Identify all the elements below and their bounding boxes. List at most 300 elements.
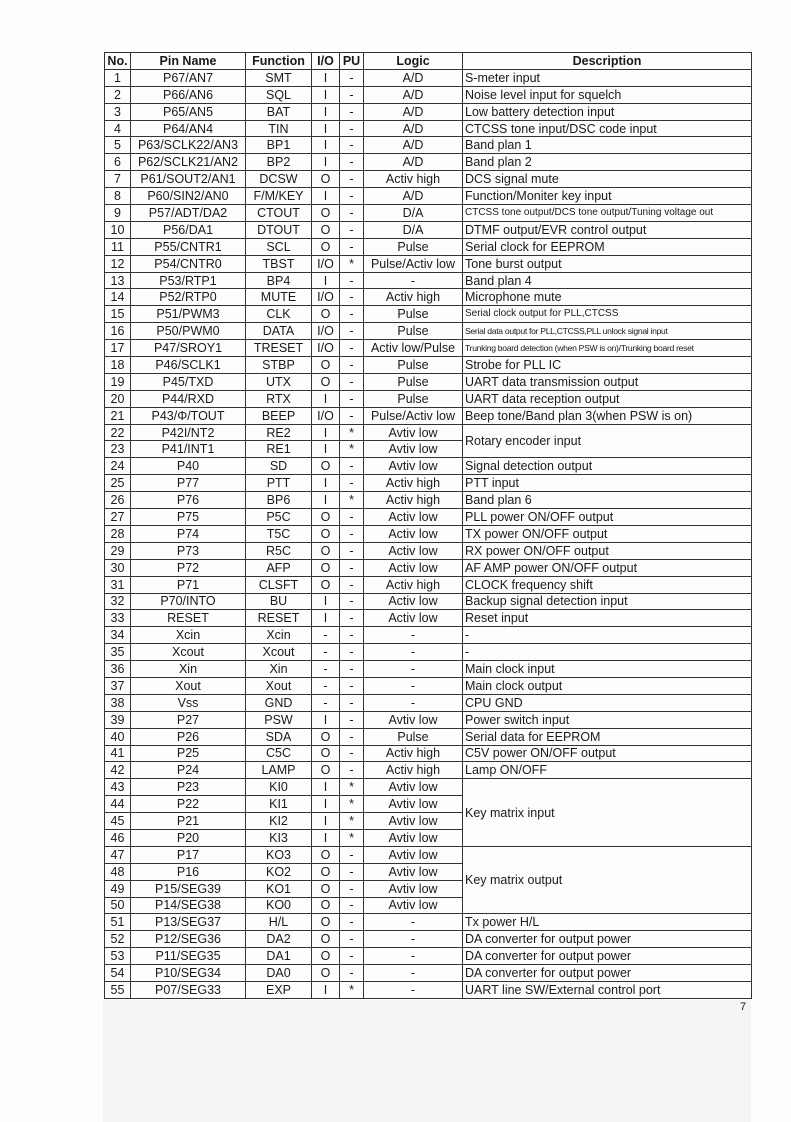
table-row	[105, 373, 752, 390]
cell-function: GND	[246, 694, 312, 711]
cell-logic: Activ high	[364, 745, 463, 762]
table-row	[105, 559, 752, 576]
cell-description: DA converter for output power	[463, 965, 752, 982]
cell-function: MUTE	[246, 289, 312, 306]
cell-logic: Pulse	[364, 357, 463, 374]
cell-description: DCS signal mute	[463, 171, 752, 188]
cell-logic: Pulse/Activ low	[364, 255, 463, 272]
cell-pin-name: P75	[131, 509, 246, 526]
cell-pin-name: P20	[131, 829, 246, 846]
table-row	[105, 677, 752, 694]
cell-logic: Activ high	[364, 762, 463, 779]
table-row	[105, 576, 752, 593]
cell-description: DA converter for output power	[463, 931, 752, 948]
cell-no: 39	[105, 711, 131, 728]
cell-pin-name: P44/RXD	[131, 390, 246, 407]
cell-no: 45	[105, 813, 131, 830]
cell-pu: -	[340, 559, 364, 576]
cell-function: DA0	[246, 965, 312, 982]
table-row	[105, 289, 752, 306]
cell-no: 2	[105, 86, 131, 103]
cell-pin-name: P63/SCLK22/AN3	[131, 137, 246, 154]
cell-pin-name: P16	[131, 863, 246, 880]
cell-pin-name: P23	[131, 779, 246, 796]
cell-description: -	[463, 627, 752, 644]
cell-no: 24	[105, 458, 131, 475]
cell-pu: -	[340, 914, 364, 931]
cell-io: I	[312, 593, 340, 610]
cell-no: 9	[105, 205, 131, 222]
cell-function: DA2	[246, 931, 312, 948]
cell-pu: *	[340, 829, 364, 846]
cell-description: Band plan 1	[463, 137, 752, 154]
cell-function: CLK	[246, 306, 312, 323]
table-row	[105, 694, 752, 711]
cell-no: 43	[105, 779, 131, 796]
col-header-description: Description	[463, 53, 752, 70]
cell-pin-name: P42I/NT2	[131, 424, 246, 441]
cell-pu: -	[340, 205, 364, 222]
cell-logic: A/D	[364, 188, 463, 205]
cell-pu: -	[340, 542, 364, 559]
cell-pu: *	[340, 779, 364, 796]
cell-pu: -	[340, 238, 364, 255]
cell-description: UART data transmission output	[463, 373, 752, 390]
table-row	[105, 69, 752, 86]
cell-pu: -	[340, 509, 364, 526]
cell-pu: -	[340, 965, 364, 982]
cell-function: RE2	[246, 424, 312, 441]
cell-no: 15	[105, 306, 131, 323]
cell-pin-name: P76	[131, 492, 246, 509]
cell-pu: -	[340, 948, 364, 965]
cell-logic: Activ high	[364, 475, 463, 492]
cell-function: BEEP	[246, 407, 312, 424]
cell-no: 44	[105, 796, 131, 813]
cell-no: 55	[105, 981, 131, 998]
cell-pu: -	[340, 86, 364, 103]
cell-description: Band plan 2	[463, 154, 752, 171]
cell-function: RTX	[246, 390, 312, 407]
cell-function: DCSW	[246, 171, 312, 188]
cell-logic: Pulse/Activ low	[364, 407, 463, 424]
cell-io: O	[312, 745, 340, 762]
cell-io: -	[312, 627, 340, 644]
table-row	[105, 188, 752, 205]
cell-io: I/O	[312, 340, 340, 357]
cell-function: PSW	[246, 711, 312, 728]
cell-description: AF AMP power ON/OFF output	[463, 559, 752, 576]
table-row	[105, 779, 752, 796]
cell-pu: -	[340, 289, 364, 306]
cell-pin-name: P15/SEG39	[131, 880, 246, 897]
cell-pin-name: P66/AN6	[131, 86, 246, 103]
cell-io: I	[312, 86, 340, 103]
table-row	[105, 914, 752, 931]
cell-description: Key matrix output	[463, 846, 752, 914]
cell-io: O	[312, 559, 340, 576]
cell-no: 35	[105, 644, 131, 661]
cell-description: DTMF output/EVR control output	[463, 221, 752, 238]
cell-function: R5C	[246, 542, 312, 559]
cell-pu: -	[340, 846, 364, 863]
cell-function: C5C	[246, 745, 312, 762]
cell-pu: -	[340, 627, 364, 644]
table-row	[105, 205, 752, 222]
table-row	[105, 306, 752, 323]
cell-description: Microphone mute	[463, 289, 752, 306]
cell-io: -	[312, 661, 340, 678]
cell-no: 20	[105, 390, 131, 407]
cell-description: Serial data for EEPROM	[463, 728, 752, 745]
cell-logic: Pulse	[364, 373, 463, 390]
cell-function: P5C	[246, 509, 312, 526]
cell-description: Power switch input	[463, 711, 752, 728]
cell-pin-name: P71	[131, 576, 246, 593]
table-row	[105, 846, 752, 863]
cell-pu: -	[340, 221, 364, 238]
cell-io: I	[312, 272, 340, 289]
cell-pin-name: P43/Φ/TOUT	[131, 407, 246, 424]
cell-io: O	[312, 221, 340, 238]
cell-io: O	[312, 728, 340, 745]
cell-pu: *	[340, 813, 364, 830]
col-header-pu: PU	[340, 53, 364, 70]
cell-function: AFP	[246, 559, 312, 576]
cell-logic: Activ high	[364, 289, 463, 306]
cell-pin-name: P52/RTP0	[131, 289, 246, 306]
cell-function: Xcout	[246, 644, 312, 661]
cell-description: CTCSS tone output/DCS tone output/Tuning voltage out	[463, 205, 752, 222]
cell-logic: A/D	[364, 86, 463, 103]
cell-function: SD	[246, 458, 312, 475]
cell-io: I	[312, 69, 340, 86]
cell-pin-name: P77	[131, 475, 246, 492]
cell-no: 53	[105, 948, 131, 965]
cell-io: I	[312, 813, 340, 830]
cell-io: O	[312, 863, 340, 880]
table-row	[105, 137, 752, 154]
cell-function: CLSFT	[246, 576, 312, 593]
cell-io: I/O	[312, 323, 340, 340]
cell-pu: -	[340, 373, 364, 390]
cell-no: 16	[105, 323, 131, 340]
table-row	[105, 711, 752, 728]
table-row	[105, 981, 752, 998]
cell-description: Lamp ON/OFF	[463, 762, 752, 779]
table-row	[105, 593, 752, 610]
cell-function: BU	[246, 593, 312, 610]
cell-pu: -	[340, 897, 364, 914]
cell-pin-name: P10/SEG34	[131, 965, 246, 982]
cell-description: UART line SW/External control port	[463, 981, 752, 998]
table-row	[105, 745, 752, 762]
cell-no: 22	[105, 424, 131, 441]
cell-logic: Avtiv low	[364, 829, 463, 846]
table-row	[105, 627, 752, 644]
cell-function: KI3	[246, 829, 312, 846]
cell-function: RE1	[246, 441, 312, 458]
cell-pu: -	[340, 120, 364, 137]
cell-no: 21	[105, 407, 131, 424]
cell-pin-name: P46/SCLK1	[131, 357, 246, 374]
cell-logic: A/D	[364, 137, 463, 154]
cell-logic: Avtiv low	[364, 863, 463, 880]
cell-io: O	[312, 458, 340, 475]
cell-logic: Pulse	[364, 728, 463, 745]
cell-function: KO2	[246, 863, 312, 880]
cell-pin-name: Vss	[131, 694, 246, 711]
cell-pin-name: RESET	[131, 610, 246, 627]
cell-io: I	[312, 981, 340, 998]
cell-pin-name: P54/CNTR0	[131, 255, 246, 272]
cell-description: Main clock output	[463, 677, 752, 694]
cell-no: 11	[105, 238, 131, 255]
table-row	[105, 340, 752, 357]
cell-description: Trunking board detection (when PSW is on)/Trunking board reset	[463, 340, 752, 357]
cell-function: KO3	[246, 846, 312, 863]
col-header-logic: Logic	[364, 53, 463, 70]
cell-pu: *	[340, 796, 364, 813]
table-row	[105, 255, 752, 272]
cell-function: PTT	[246, 475, 312, 492]
cell-function: KI2	[246, 813, 312, 830]
cell-pu: *	[340, 255, 364, 272]
cell-io: O	[312, 542, 340, 559]
cell-pin-name: P47/SROY1	[131, 340, 246, 357]
cell-pu: -	[340, 154, 364, 171]
cell-description: S-meter input	[463, 69, 752, 86]
cell-logic: Activ low	[364, 593, 463, 610]
cell-pu: -	[340, 677, 364, 694]
cell-no: 8	[105, 188, 131, 205]
table-row	[105, 661, 752, 678]
cell-pin-name: P45/TXD	[131, 373, 246, 390]
table-row	[105, 762, 752, 779]
table-row	[105, 728, 752, 745]
cell-io: O	[312, 525, 340, 542]
cell-io: I	[312, 154, 340, 171]
cell-no: 38	[105, 694, 131, 711]
cell-pu: -	[340, 137, 364, 154]
table-row	[105, 965, 752, 982]
col-header-pin-name: Pin Name	[131, 53, 246, 70]
cell-description: PLL power ON/OFF output	[463, 509, 752, 526]
cell-description: Noise level input for squelch	[463, 86, 752, 103]
table-row	[105, 542, 752, 559]
cell-description: Tx power H/L	[463, 914, 752, 931]
cell-io: I	[312, 120, 340, 137]
cell-io: O	[312, 238, 340, 255]
cell-pu: -	[340, 272, 364, 289]
table-row	[105, 390, 752, 407]
cell-no: 18	[105, 357, 131, 374]
cell-pin-name: P26	[131, 728, 246, 745]
cell-pu: -	[340, 390, 364, 407]
cell-no: 29	[105, 542, 131, 559]
cell-io: O	[312, 357, 340, 374]
cell-pin-name: P61/SOUT2/AN1	[131, 171, 246, 188]
cell-function: BAT	[246, 103, 312, 120]
cell-no: 30	[105, 559, 131, 576]
cell-no: 40	[105, 728, 131, 745]
cell-logic: -	[364, 627, 463, 644]
cell-no: 1	[105, 69, 131, 86]
cell-logic: -	[364, 272, 463, 289]
cell-logic: D/A	[364, 221, 463, 238]
cell-io: O	[312, 880, 340, 897]
cell-pu: -	[340, 188, 364, 205]
cell-pu: -	[340, 458, 364, 475]
table-row	[105, 120, 752, 137]
cell-pin-name: P11/SEG35	[131, 948, 246, 965]
pin-table	[104, 52, 752, 999]
cell-logic: Pulse	[364, 323, 463, 340]
cell-pu: -	[340, 610, 364, 627]
cell-function: KI1	[246, 796, 312, 813]
cell-description: Low battery detection input	[463, 103, 752, 120]
cell-logic: Activ low/Pulse	[364, 340, 463, 357]
cell-io: I	[312, 492, 340, 509]
cell-no: 49	[105, 880, 131, 897]
cell-logic: Activ low	[364, 509, 463, 526]
cell-logic: A/D	[364, 103, 463, 120]
cell-io: I	[312, 390, 340, 407]
cell-pu: -	[340, 745, 364, 762]
cell-function: KI0	[246, 779, 312, 796]
cell-pu: -	[340, 323, 364, 340]
cell-description: CPU GND	[463, 694, 752, 711]
cell-no: 41	[105, 745, 131, 762]
cell-pin-name: P74	[131, 525, 246, 542]
cell-pu: -	[340, 103, 364, 120]
cell-description: CTCSS tone input/DSC code input	[463, 120, 752, 137]
table-row	[105, 154, 752, 171]
cell-io: I	[312, 441, 340, 458]
cell-pu: -	[340, 661, 364, 678]
cell-pin-name: P22	[131, 796, 246, 813]
cell-pin-name: Xcout	[131, 644, 246, 661]
cell-logic: Avtiv low	[364, 846, 463, 863]
cell-pin-name: P07/SEG33	[131, 981, 246, 998]
cell-pu: *	[340, 492, 364, 509]
cell-pin-name: P57/ADT/DA2	[131, 205, 246, 222]
cell-pu: -	[340, 863, 364, 880]
cell-pin-name: P53/RTP1	[131, 272, 246, 289]
cell-description: UART data reception output	[463, 390, 752, 407]
cell-logic: Avtiv low	[364, 880, 463, 897]
cell-io: I/O	[312, 289, 340, 306]
cell-logic: -	[364, 644, 463, 661]
cell-io: I	[312, 711, 340, 728]
cell-pu: -	[340, 711, 364, 728]
table-row	[105, 492, 752, 509]
cell-no: 13	[105, 272, 131, 289]
cell-no: 32	[105, 593, 131, 610]
cell-pin-name: P64/AN4	[131, 120, 246, 137]
cell-pin-name: P70/INTO	[131, 593, 246, 610]
cell-io: I	[312, 829, 340, 846]
cell-logic: Avtiv low	[364, 813, 463, 830]
cell-description: Backup signal detection input	[463, 593, 752, 610]
cell-pu: -	[340, 694, 364, 711]
cell-pin-name: P13/SEG37	[131, 914, 246, 931]
table-row	[105, 407, 752, 424]
cell-pu: -	[340, 644, 364, 661]
table-row	[105, 931, 752, 948]
table-row	[105, 171, 752, 188]
cell-no: 7	[105, 171, 131, 188]
cell-no: 46	[105, 829, 131, 846]
cell-logic: D/A	[364, 205, 463, 222]
cell-logic: Avtiv low	[364, 711, 463, 728]
cell-pin-name: P55/CNTR1	[131, 238, 246, 255]
cell-pin-name: P72	[131, 559, 246, 576]
cell-logic: Avtiv low	[364, 897, 463, 914]
cell-io: -	[312, 644, 340, 661]
cell-pin-name: P24	[131, 762, 246, 779]
cell-logic: Avtiv low	[364, 796, 463, 813]
cell-pu: -	[340, 525, 364, 542]
cell-logic: Pulse	[364, 390, 463, 407]
col-header-io: I/O	[312, 53, 340, 70]
cell-logic: -	[364, 677, 463, 694]
cell-pu: -	[340, 306, 364, 323]
cell-function: BP4	[246, 272, 312, 289]
table-row	[105, 238, 752, 255]
cell-no: 50	[105, 897, 131, 914]
cell-description: Serial data output for PLL,CTCSS,PLL unlock signal input	[463, 323, 752, 340]
cell-pu: -	[340, 69, 364, 86]
cell-description: Serial clock for EEPROM	[463, 238, 752, 255]
table-row	[105, 475, 752, 492]
cell-description: Tone burst output	[463, 255, 752, 272]
cell-description: PTT input	[463, 475, 752, 492]
cell-function: DATA	[246, 323, 312, 340]
cell-pin-name: Xout	[131, 677, 246, 694]
cell-logic: A/D	[364, 69, 463, 86]
cell-pin-name: P41/INT1	[131, 441, 246, 458]
cell-no: 17	[105, 340, 131, 357]
cell-io: -	[312, 694, 340, 711]
cell-no: 6	[105, 154, 131, 171]
cell-description: RX power ON/OFF output	[463, 542, 752, 559]
cell-description: Band plan 6	[463, 492, 752, 509]
cell-no: 23	[105, 441, 131, 458]
cell-no: 19	[105, 373, 131, 390]
cell-pin-name: P25	[131, 745, 246, 762]
cell-logic: -	[364, 661, 463, 678]
table-row	[105, 323, 752, 340]
cell-function: SQL	[246, 86, 312, 103]
cell-logic: -	[364, 931, 463, 948]
cell-io: O	[312, 205, 340, 222]
cell-io: I/O	[312, 407, 340, 424]
cell-description: TX power ON/OFF output	[463, 525, 752, 542]
cell-io: O	[312, 948, 340, 965]
cell-pin-name: P65/AN5	[131, 103, 246, 120]
cell-io: I	[312, 188, 340, 205]
cell-no: 51	[105, 914, 131, 931]
cell-pin-name: P67/AN7	[131, 69, 246, 86]
cell-logic: -	[364, 914, 463, 931]
cell-no: 3	[105, 103, 131, 120]
cell-io: I	[312, 779, 340, 796]
cell-function: Xout	[246, 677, 312, 694]
page-number: 7	[740, 1001, 747, 1013]
cell-io: I/O	[312, 255, 340, 272]
cell-pin-name: P12/SEG36	[131, 931, 246, 948]
